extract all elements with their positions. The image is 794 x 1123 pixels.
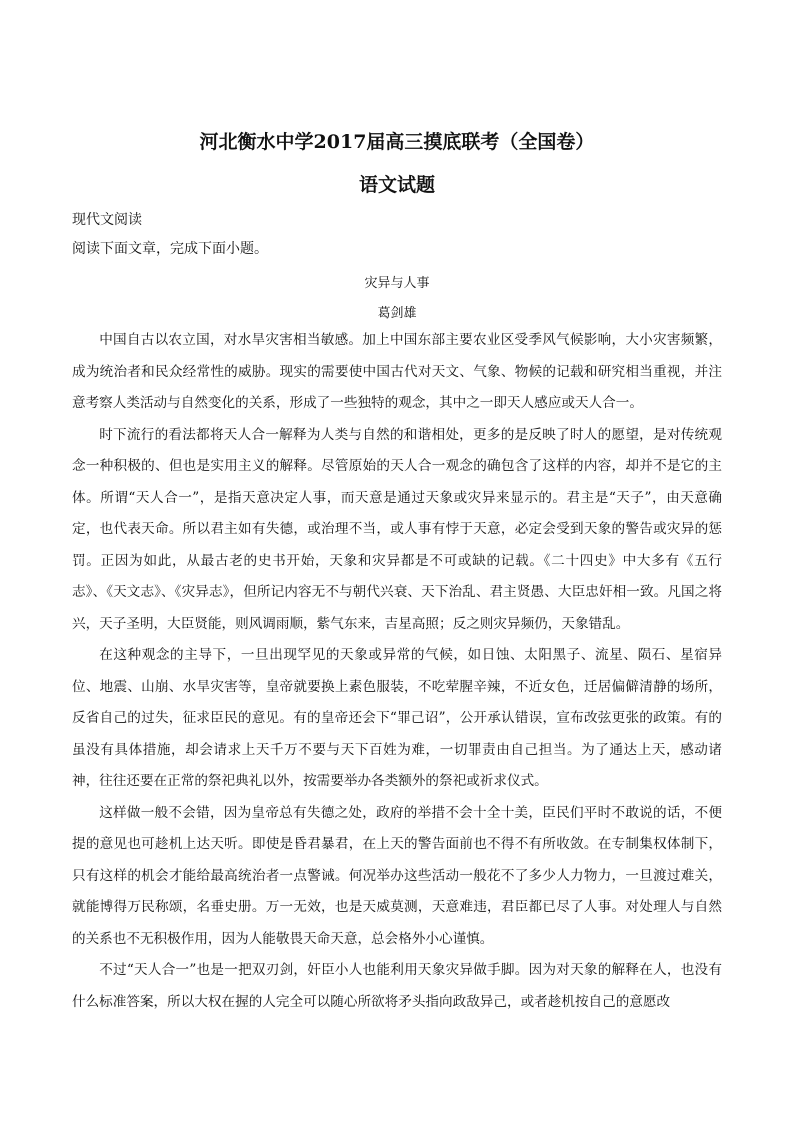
article-paragraph: 在这种观念的主导下，一旦出现罕见的天象或异常的气候，如日蚀、太阳黑子、流星、陨石、星宿异位、地震、山崩、水旱灾害等，皇帝就要换上素色服装，不吃荤腥辛辣，不近女色，迁居偏僻清静的场所，反省自己的过失，征求臣民的意见。有的皇帝还会下“罪己诏”，公开承认错误，宣布改弦更张的政策。有的虽没有具体措施，却会请求上天千万不要与天下百姓为难，一切罪责由自己担当。为了通达上天，感动诸神，往往还要在正常的祭祀典礼以外，按需要举办各类额外的祭祀或祈求仪式。 — [72, 647, 722, 789]
article-paragraph: 时下流行的看法都将天人合一解释为人类与自然的和谐相处，更多的是反映了时人的愿望，是对传统观念一种积极的、但也是实用主义的解释。尽管原始的天人合一观念的确包含了这样的内容，却并不是它的主体。所谓“天人合一”，是指天意决定人事，而天意是通过天象或灾异来显示的。君主是“天子”，由天意确定，也代表天命。所以君主如有失德，或治理不当，或人事有悖于天意，必定会受到天象的警告或灾异的惩罚。正因为如此，从最古老的史书开始，天象和灾异都是不可或缺的记载。《二十四史》中大多有《五行志》、《天文志》、《灾异志》，但所记内容无不与朝代兴衰、天下治乱、君主贤愚、大臣忠奸相一致。凡国之将兴，天子圣明，大臣贤能，则风调雨顺，紫气东来，吉星高照；反之则灾异频仍，天象错乱。 — [72, 426, 722, 632]
article-author: 葛剑雄 — [377, 306, 417, 321]
section-instruction: 阅读下面文章，完成下面小题。 — [72, 241, 268, 257]
article-body — [72, 325, 722, 1018]
page-title: 河北衡水中学2017届高三摸底联考（全国卷） — [199, 131, 595, 153]
article-paragraph: 中国自古以农立国，对水旱灾害相当敏感。加上中国东部主要农业区受季风气候影响，大小灾害频繁，成为统治者和民众经常性的威胁。现实的需要使中国古代对天文、气象、物候的记载和研究相当重视，并注意考察人类活动与自然变化的关系，形成了一些独特的观念，其中之一即天人感应或天人合一。 — [72, 332, 722, 411]
article-paragraph: 不过“天人合一”也是一把双刃剑，奸臣小人也能利用天象灾异做手脚。因为对天象的解释在人，也没有什么标准答案，所以大权在握的人完全可以随心所欲将矛头指向政敌异己，或者趁机按自己的意愿改 — [72, 962, 722, 1010]
article-paragraph: 这样做一般不会错，因为皇帝总有失德之处，政府的举措不会十全十美，臣民们平时不敢说的话，不便提的意见也可趁机上达天听。即使是昏君暴君，在上天的警告面前也不得不有所收敛。在专制集权体制下，只有这样的机会才能给最高统治者一点警诫。何况举办这些活动一般花不了多少人力物力，一旦渡过难关，就能博得万民称颂，名垂史册。万一无效，也是天威莫测，天意难违，君臣都已尽了人事。对处理人与自然的关系也不无积极作用，因为人能敬畏天命天意，总会格外小心谨慎。 — [72, 804, 722, 947]
section-label: 现代文阅读 — [72, 212, 142, 228]
article-title: 灾异与人事 — [364, 276, 430, 291]
page-subtitle: 语文试题 — [358, 174, 435, 196]
